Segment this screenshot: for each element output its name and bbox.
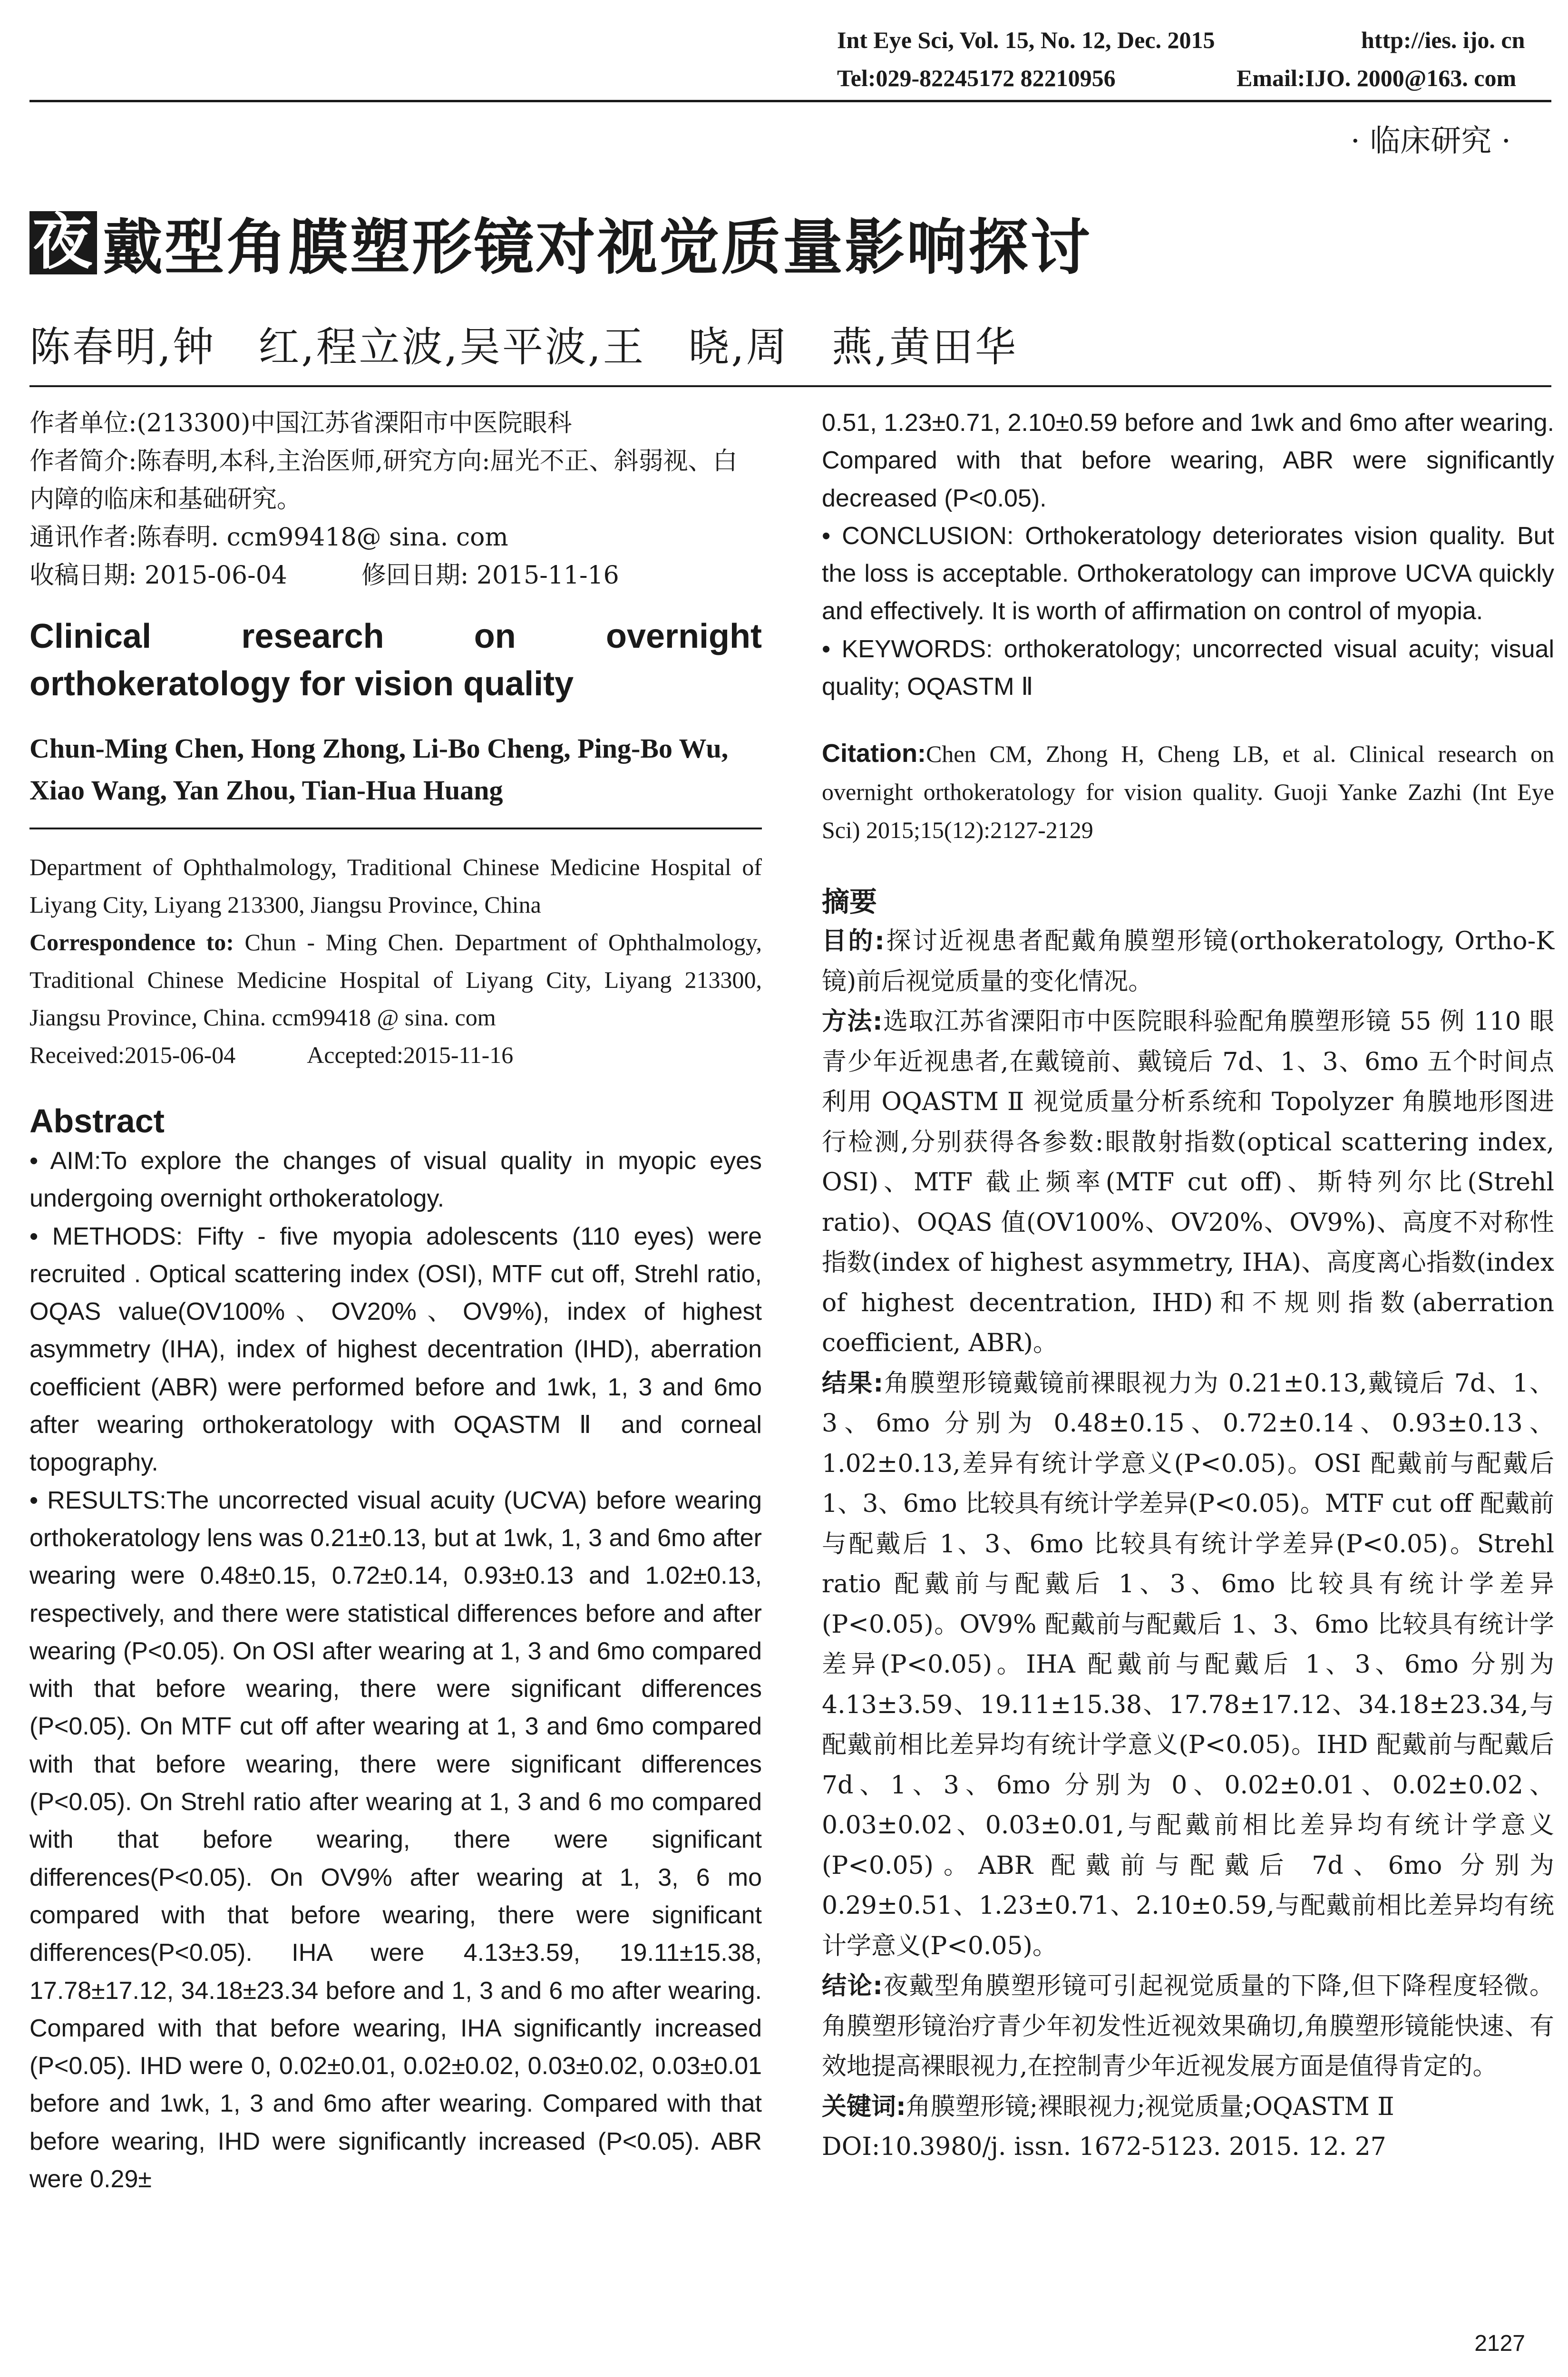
title-word: on	[474, 617, 516, 655]
title-word: research	[241, 617, 384, 655]
left-column	[29, 404, 762, 2198]
zh-abstract-body	[822, 921, 1554, 2167]
zh-methods	[822, 1002, 1554, 1364]
zh-keywords-text: 角膜塑形镜;裸眼视力;视觉质量;OQASTM Ⅱ	[906, 2092, 1394, 2121]
zh-results	[822, 1364, 1554, 1967]
abstract-aim: • AIM:To explore the changes of visual quality in myopic eyes undergoing overnight orthokeratology.	[29, 1147, 762, 1213]
header-rule	[29, 100, 1551, 102]
title-word: overnight	[605, 617, 762, 655]
authors-chinese: 陈春明,钟 红,程立波,吴平波,王 晓,周 燕,黄田华	[29, 323, 1018, 371]
affiliation-block	[29, 848, 762, 1074]
zh-aim	[822, 921, 1554, 1002]
author-bio: 作者简介:陈春明,本科,主治医师,研究方向:屈光不正、斜弱视、白内障的临床和基础研究。	[29, 447, 738, 514]
zh-results-label: 结果:	[822, 1369, 884, 1398]
received-accepted: Received:2015-06-04 Accepted:2015-11-16	[29, 1042, 514, 1068]
zh-conclusion-label: 结论:	[822, 1972, 883, 2001]
abstract-conclusion: • CONCLUSION: Orthokeratology deteriorates vision quality. But the loss is acceptable. Orthokeratology can improve UCVA quickly and effectively. It is worth of affirmation on control of myopia.	[822, 522, 1554, 625]
zh-keywords-label: 关键词:	[822, 2092, 906, 2121]
zh-conclusion-text: 夜戴型角膜塑形镜可引起视觉质量的下降,但下降程度轻微。角膜塑形镜治疗青少年初发性近视效果确切,角膜塑形镜能快速、有效地提高裸眼视力,在控制青少年近视发展方面是值得肯定的。	[822, 1972, 1554, 2081]
citation-text: Chen CM, Zhong H, Cheng LB, et al. Clinical research on overnight orthokeratology for vision quality. Guoji Yanke Zazhi (Int Eye Sci) 2015;15(12):2127-2129	[822, 740, 1554, 844]
corresponding-author: 通讯作者:陈春明. ccm99418@ sina. com	[29, 523, 508, 552]
correspondence-text: Chun - Ming Chen. Department of Ophthalmology, Traditional Chinese Medicine Hospital of Liyang City, Liyang 213300, Jiangsu Province, China. ccm99418 @ sina. com	[29, 929, 762, 1031]
journal-email: Email:IJO. 2000@163. com	[1237, 65, 1517, 91]
zh-abstract-heading: 摘要	[822, 886, 877, 918]
zh-results-text: 角膜塑形镜戴镜前裸眼视力为 0.21±0.13,戴镜后 7d、1、3、6mo 分别为 0.48±0.15、0.72±0.14、0.93±0.13、1.02±0.13,差异有统计学意义(P<0.05)。OSI 配戴前与配戴后 1、3、6mo 比较具有统计学差异(P<0.05)。MTF cut off 配戴前与配戴后 1、3、6mo 比较具有统计学差异(P<0.05)。Strehl ratio 配戴前与配戴后 1、3、6mo 比较具有统计学差异(P<0.05)。OV9% 配戴前与配戴后 1、3、6mo 比较具有统计学差异(P<0.05)。IHA 配戴前与配戴后 1、3、6mo 分别为 4.13±3.59、19.11±15.38、17.78±17.12、34.18±23.34,与配戴前相比差异均有统计学意义(P<0.05)。IHD 配戴前与配戴后 7d、1、3、6mo 分别为 0、0.02±0.01、0.02±0.02、0.03±0.02、0.03±0.01,与配戴前相比差异均有统计学意义(P<0.05)。ABR 配戴前与配戴后 7d、6mo 分别为 0.29±0.51、1.23±0.71、2.10±0.59,与配戴前相比差异均有统计学意义(P<0.05)。	[822, 1369, 1554, 1960]
section-tag: · 临床研究 ·	[1350, 124, 1511, 159]
correspondence-label: Correspondence to:	[29, 929, 234, 955]
zh-aim-label: 目的:	[822, 927, 885, 956]
journal-info: Int Eye Sci, Vol. 15, No. 12, Dec. 2015	[837, 27, 1215, 53]
author-unit: 作者单位:(213300)中国江苏省溧阳市中医院眼科	[29, 409, 572, 438]
cn-meta	[29, 404, 762, 594]
abstract-heading: Abstract	[29, 1102, 165, 1140]
title-word: Clinical	[29, 617, 152, 655]
citation	[822, 734, 1554, 849]
english-authors: Chun-Ming Chen, Hong Zhong, Li-Bo Cheng, Ping-Bo Wu, Xiao Wang, Yan Zhou, Tian-Hua Huang	[29, 733, 729, 806]
english-title	[29, 613, 762, 708]
zh-methods-text: 选取江苏省溧阳市中医院眼科验配角膜塑形镜 55 例 110 眼青少年近视患者,在戴镜前、戴镜后 7d、1、3、6mo 五个时间点利用 OQASTM Ⅱ 视觉质量分析系统和 Topolyzer 角膜地形图进行检测,分别获得各参数:眼散射指数(optical scattering index, OSI)、MTF 截止频率(MTF cut off)、斯特列尔比(Strehl ratio)、OQAS 值(OV100%、OV20%、OV9%)、高度不对称性指数(index of highest asymmetry, IHA)、高度离心指数(index of highest decentration, IHD)和不规则指数(aberration coefficient, ABR)。	[822, 1007, 1555, 1358]
abstract-keywords: • KEYWORDS: orthokeratology; uncorrected visual acuity; visual quality; OQASTM Ⅱ	[822, 635, 1554, 701]
abstract-results: • RESULTS:The uncorrected visual acuity (UCVA) before wearing orthokeratology lens was 0.21±0.13, but at 1wk, 1, 3 and 6mo after wearing were 0.48±0.15, 0.72±0.14, 0.93±0.13 and 1.02±0.13, respectively, and there were statistical differences before and after wearing (P<0.05). On OSI after wearing at 1, 3 and 6mo compared with that before wearing, there were significant differences (P<0.05). On MTF cut off after wearing at 1, 3 and 6mo compared with that before wearing, there were significant differences (P<0.05). On Strehl ratio after wearing at 1, 3 and 6 mo compared with that before wearing, there were significant differences(P<0.05). On OV9% after wearing at 1, 3, 6 mo compared with that before wearing, there were significant differences(P<0.05). IHA were 4.13±3.59, 19.11±15.38, 17.78±17.12, 34.18±23.34 before and 1, 3 and 6 mo after wearing. Compared with that before wearing, IHA significantly increased (P<0.05). IHD were 0, 0.02±0.01, 0.02±0.02, 0.03±0.02, 0.03±0.01 before and 1wk, 1, 3 and 6mo after wearing. Compared with that before wearing, IHD were significantly increased (P<0.05). ABR were 0.29±	[29, 1486, 762, 2193]
zh-methods-label: 方法:	[822, 1007, 883, 1036]
english-title-line1	[29, 613, 762, 660]
doi: DOI:10.3980/j. issn. 1672-5123. 2015. 12. 27	[822, 2133, 1386, 2162]
right-column	[822, 404, 1554, 2167]
abstract-results-cont: 0.51, 1.23±0.71, 2.10±0.59 before and 1wk and 6mo after wearing. Compared with that before wearing, ABR were significantly decreased (P<0.05).	[822, 409, 1554, 512]
zh-conclusion	[822, 1966, 1554, 2087]
correspondence	[29, 924, 762, 1036]
title-text: 戴型角膜塑形镜对视觉质量影响探讨	[103, 213, 1092, 283]
english-title-line2: orthokeratology for vision quality	[29, 665, 574, 703]
page-number: 2127	[1474, 2331, 1525, 2356]
zh-aim-text: 探讨近视患者配戴角膜塑形镜(orthokeratology, Ortho-K 镜)前后视觉质量的变化情况。	[822, 927, 1554, 996]
zh-keywords	[822, 2087, 1554, 2127]
authors-divider	[29, 828, 762, 829]
abstract-body	[29, 1142, 762, 2198]
abstract-methods: • METHODS: Fifty - five myopia adolescents (110 eyes) were recruited . Optical scattering index (OSI), MTF cut off, Strehl ratio, OQAS value(OV100%、OV20%、OV9%), index of highest asymmetry (IHA), index of highest decentration (IHD), aberration coefficient (ABR) were performed before and 1wk, 1, 3 and 6mo after wearing orthokeratology with OQASTM Ⅱ and corneal topography.	[29, 1222, 762, 1477]
authors-rule	[29, 385, 1551, 387]
article-title	[29, 200, 1092, 286]
affiliation: Department of Ophthalmology, Traditional Chinese Medicine Hospital of Liyang City, Liyang 213300, Jiangsu Province, China	[29, 854, 762, 918]
title-drop-mark: 夜	[29, 211, 97, 274]
journal-url: http://ies. ijo. cn	[1361, 27, 1525, 53]
abstract-body-continued	[822, 404, 1554, 706]
journal-tel: Tel:029-82245172 82210956	[837, 65, 1116, 91]
dates-cn: 收稿日期: 2015-06-04 修回日期: 2015-11-16	[29, 561, 619, 590]
citation-label: Citation:	[822, 739, 926, 768]
